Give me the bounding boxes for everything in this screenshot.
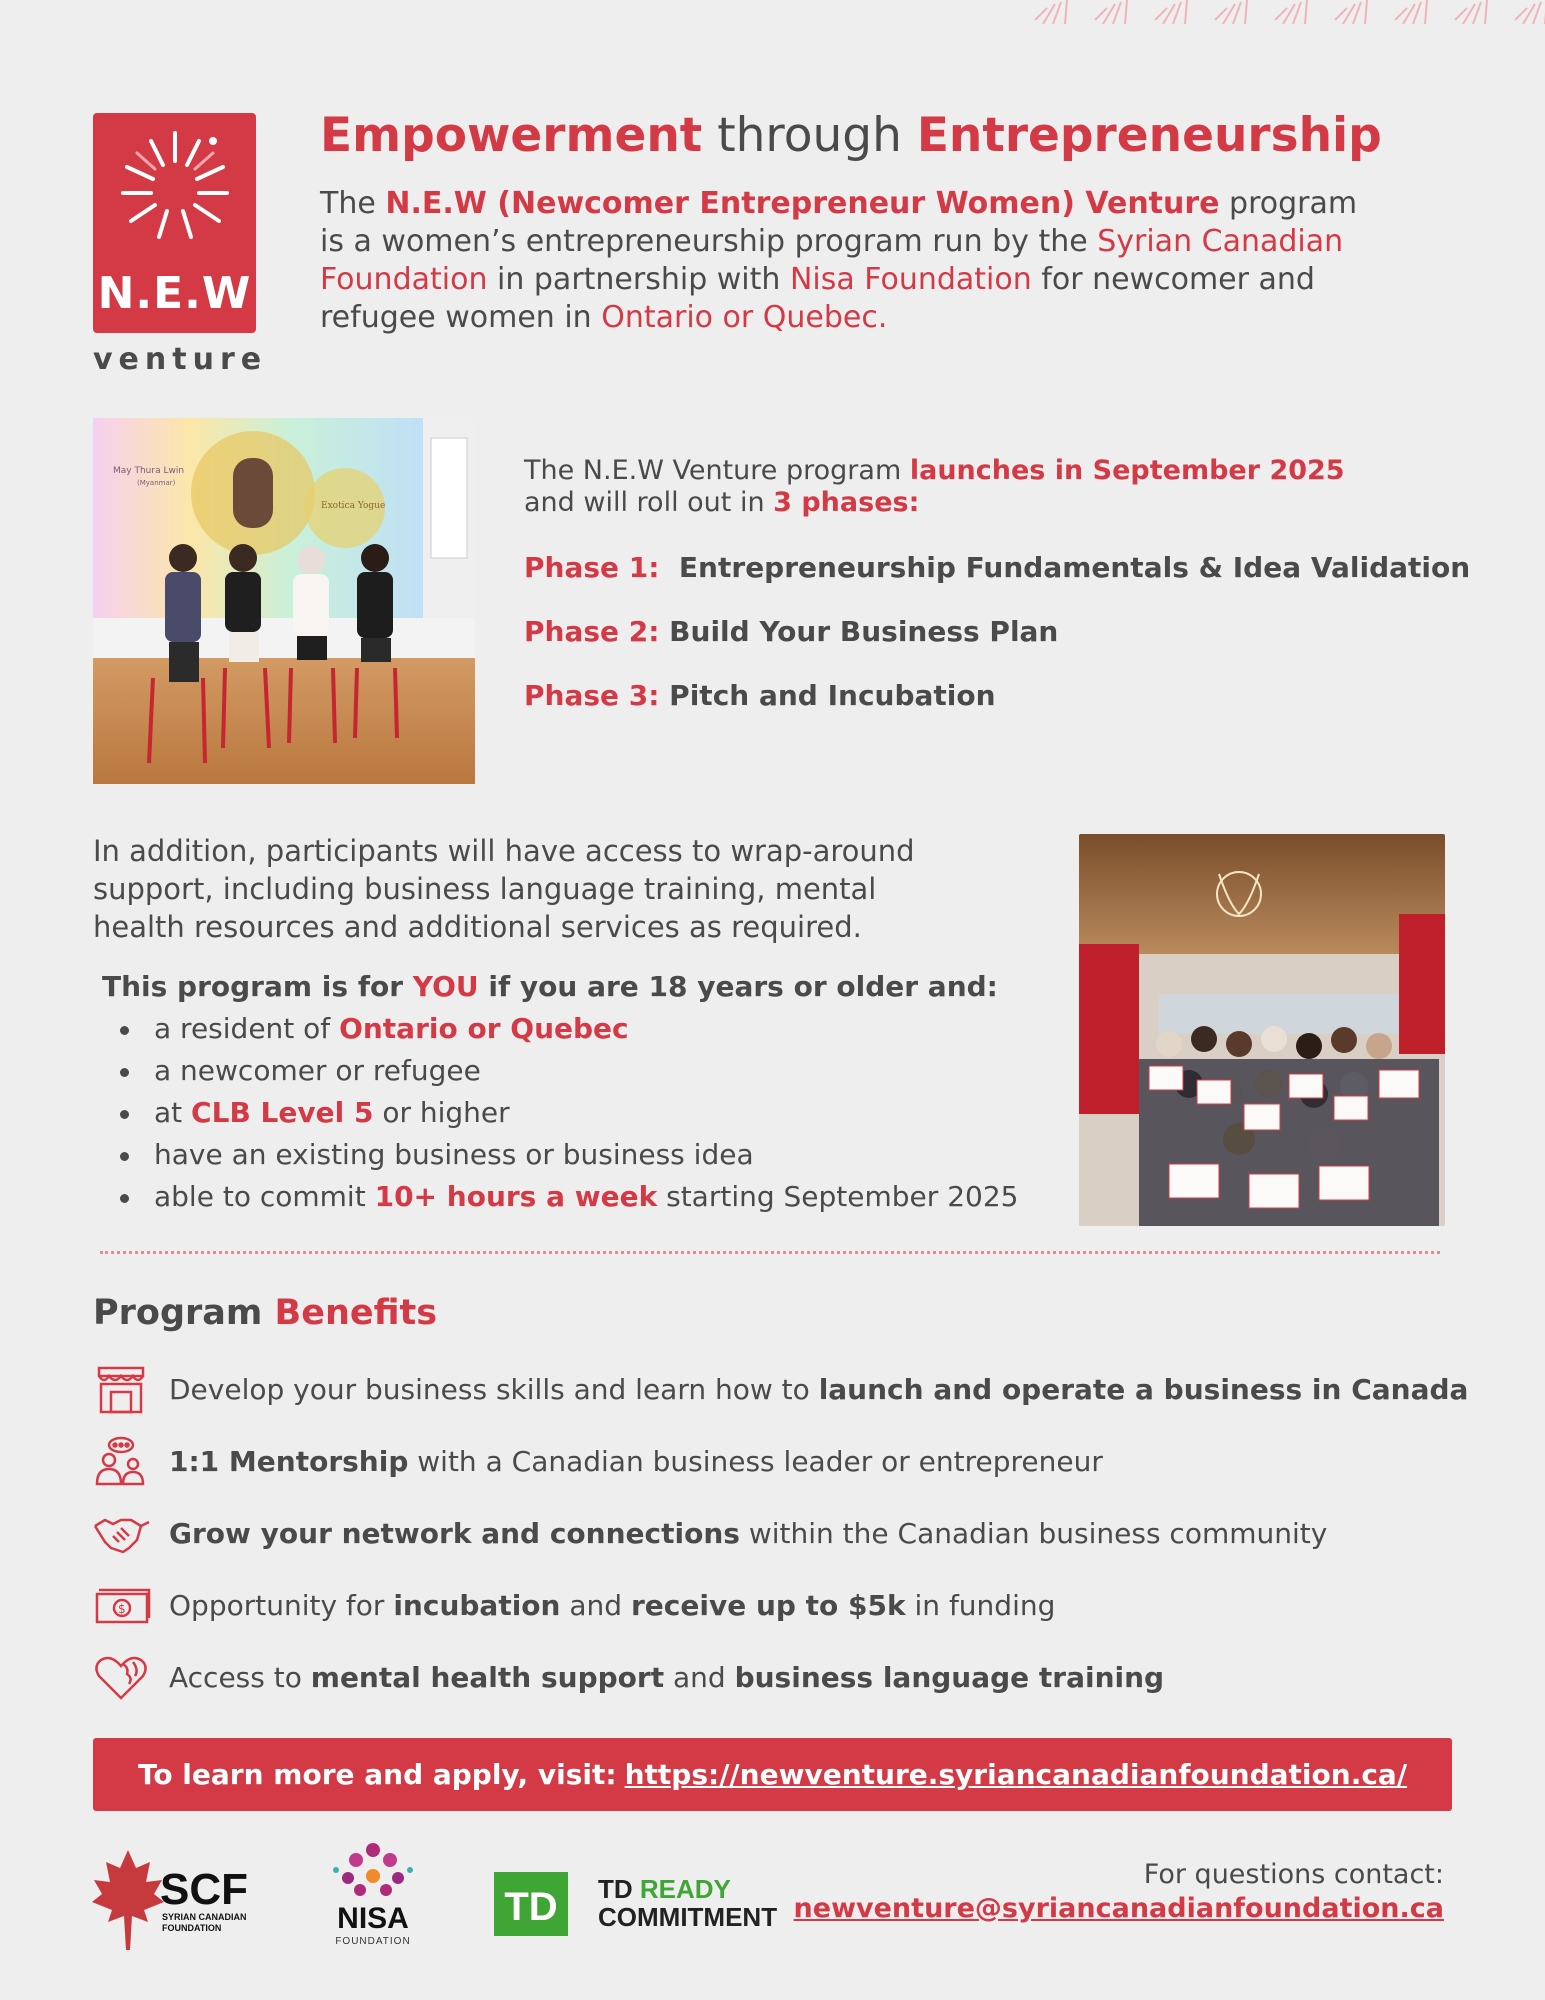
screen-brand: Exotica Yogue <box>321 501 386 511</box>
handshake-icon <box>93 1508 151 1558</box>
panel-photo <box>93 418 475 784</box>
nisa-logo <box>318 1836 428 1951</box>
phase-1: Phase 1: Entrepreneurship Fundamentals & Idea Validation <box>524 551 1471 584</box>
svg-text:FOUNDATION: FOUNDATION <box>162 1923 222 1933</box>
benefit-text: 1:1 Mentorship with a Canadian business leader or entrepreneur <box>169 1444 1103 1478</box>
benefit-text: Develop your business skills and learn how to launch and operate a business in Canada <box>169 1372 1469 1406</box>
td-ready-logo <box>494 1870 804 1940</box>
benefit-item <box>93 1508 1493 1558</box>
cta-banner <box>93 1738 1452 1811</box>
list-item: at CLB Level 5 or higher <box>118 1092 1018 1134</box>
svg-text:SYRIAN CANADIAN: SYRIAN CANADIAN <box>162 1912 247 1922</box>
scf-logo <box>90 1846 265 1956</box>
logo-subtitle: venture <box>93 342 268 377</box>
svg-text:FOUNDATION: FOUNDATION <box>335 1936 411 1947</box>
contact-info <box>794 1858 1444 1926</box>
section-divider <box>100 1251 1440 1254</box>
svg-text:$: $ <box>118 1602 126 1616</box>
screen-speaker-name: May Thura Lwin <box>113 466 185 476</box>
benefit-item <box>93 1580 1493 1630</box>
list-item: have an existing business or business idea <box>118 1134 1018 1176</box>
list-item: a newcomer or refugee <box>118 1050 1018 1092</box>
svg-text:SCF: SCF <box>160 1865 248 1914</box>
sunburst-icon <box>115 127 235 247</box>
list-item: able to commit 10+ hours a week starting September 2025 <box>118 1176 1018 1218</box>
additional-support-text: In addition, participants will have access to wrap-around support, including business language training, mental health resources and additional services as required. <box>93 834 915 944</box>
group-certificates-photo <box>1079 834 1445 1226</box>
eligibility-list <box>118 1008 1018 1218</box>
benefit-text: Opportunity for incubation and receive up to $5k in funding <box>169 1588 1056 1622</box>
svg-text:COMMITMENT: COMMITMENT <box>598 1902 778 1932</box>
heart-brain-icon <box>93 1652 151 1702</box>
contact-label: For questions contact: <box>1143 1859 1444 1890</box>
benefit-text: Access to mental health support and business language training <box>169 1660 1165 1694</box>
contact-email-link[interactable]: newventure@syriancanadianfoundation.ca <box>793 1893 1444 1924</box>
benefit-text: Grow your network and connections within the Canadian business community <box>169 1516 1328 1550</box>
svg-text:TD: TD <box>504 1885 558 1929</box>
phase-3: Phase 3: Pitch and Incubation <box>524 679 996 712</box>
benefit-item <box>93 1436 1493 1486</box>
logo-text: N.E.W <box>97 268 252 319</box>
new-venture-logo <box>93 113 256 333</box>
phase-2: Phase 2: Build Your Business Plan <box>524 615 1059 648</box>
eligibility-heading: This program is for YOU if you are 18 years or older and: <box>102 970 998 1003</box>
storefront-icon <box>93 1364 151 1414</box>
decorative-pattern <box>1025 0 1545 40</box>
intro-paragraph: The N.E.W (Newcomer Entrepreneur Women) Venture program is a women’s entrepreneurship program run by the Syrian Canadian Foundation in partnership with Nisa Foundation for newcomer and refugee women in Ontario or Quebec. <box>320 186 1358 335</box>
apply-link[interactable]: https://newventure.syriancanadianfoundation.ca/ <box>624 1758 1408 1791</box>
mentorship-icon <box>93 1436 151 1486</box>
benefit-item <box>93 1364 1493 1414</box>
cta-label: To learn more and apply, visit: <box>137 1758 617 1791</box>
list-item: a resident of Ontario or Quebec <box>118 1008 1018 1050</box>
page-title: Empowerment through Entrepreneurship <box>320 108 1382 163</box>
benefit-item <box>93 1652 1493 1702</box>
launch-info: The N.E.W Venture program launches in September 2025 and will roll out in 3 phases: <box>524 455 1345 518</box>
svg-text:TD READY: TD READY <box>598 1874 731 1904</box>
screen-speaker-country: (Myanmar) <box>137 479 176 487</box>
svg-text:NISA: NISA <box>337 1902 409 1935</box>
money-icon <box>93 1580 151 1630</box>
benefits-title: Program Benefits <box>93 1293 438 1333</box>
